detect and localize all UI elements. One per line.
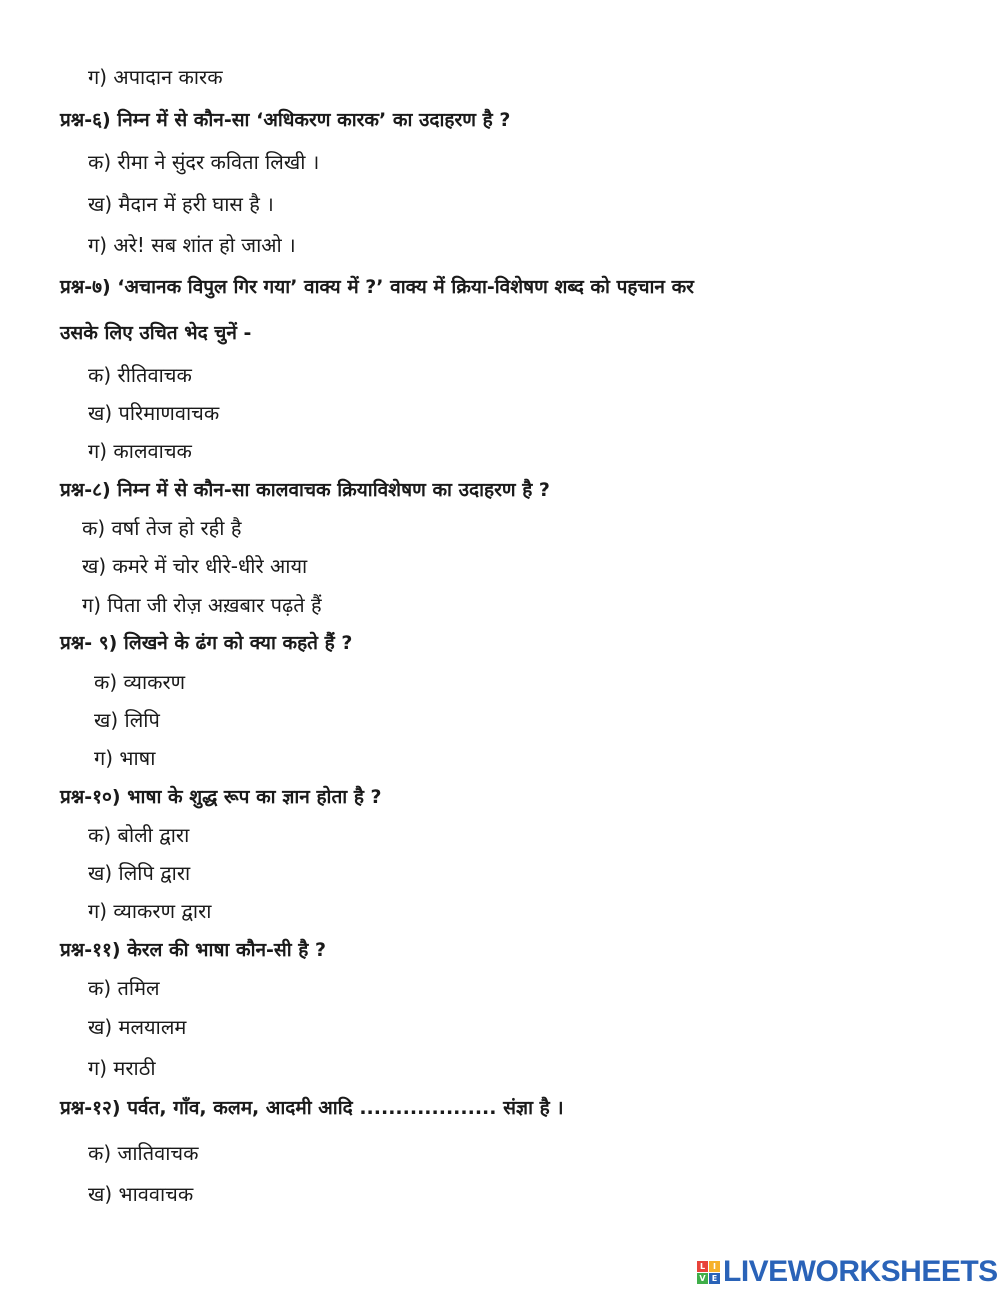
- liveworksheets-logo-text: LIVEWORKSHEETS: [723, 1255, 998, 1288]
- liveworksheets-logo: [697, 1255, 998, 1289]
- option-q12-a: क) जातिवाचक: [88, 1141, 199, 1165]
- question-7-line-1: प्रश्न-७) ‘अचानक विपुल गिर गया’ वाक्य में ?’ वाक्य में क्रिया-विशेषण शब्द को पहचान कर: [60, 276, 694, 298]
- question-10: प्रश्न-१०) भाषा के शुद्ध रूप का ज्ञान होता है ?: [60, 786, 382, 808]
- option-q9-b: ख) लिपि: [94, 708, 160, 732]
- logo-mark-letter: E: [709, 1273, 720, 1284]
- option-q8-b: ख) कमरे में चोर धीरे-धीरे आया: [82, 554, 308, 578]
- option-q11-b: ख) मलयालम: [88, 1015, 187, 1039]
- logo-mark-letter: L: [697, 1261, 708, 1272]
- option-q6-a: क) रीमा ने सुंदर कविता लिखी ।: [88, 150, 320, 174]
- question-12: प्रश्न-१२) पर्वत, गाँव, कलम, आदमी आदि ................... संज्ञा है ।: [60, 1097, 564, 1119]
- option-q11-a: क) तमिल: [88, 976, 160, 1000]
- option-q6-b: ख) मैदान में हरी घास है ।: [88, 192, 274, 216]
- option-q10-a: क) बोली द्वारा: [88, 823, 190, 847]
- question-7-line-2: उसके लिए उचित भेद चुनें -: [60, 322, 252, 344]
- option-q5-c: ग) अपादान कारक: [88, 65, 223, 89]
- option-q8-a: क) वर्षा तेज हो रही है: [82, 516, 242, 540]
- option-q8-c: ग) पिता जी रोज़ अख़बार पढ़ते हैं: [82, 593, 322, 617]
- option-q12-b: ख) भाववाचक: [88, 1182, 194, 1206]
- question-8: प्रश्न-८) निम्न में से कौन-सा कालवाचक क्रियाविशेषण का उदाहरण है ?: [60, 479, 550, 501]
- option-q7-a: क) रीतिवाचक: [88, 363, 192, 387]
- option-q9-a: क) व्याकरण: [94, 670, 186, 694]
- option-q9-c: ग) भाषा: [94, 746, 156, 770]
- option-q6-c: ग) अरे! सब शांत हो जाओ ।: [88, 233, 296, 257]
- liveworksheets-logo-icon: [697, 1261, 720, 1284]
- option-q7-b: ख) परिमाणवाचक: [88, 401, 220, 425]
- option-q10-b: ख) लिपि द्वारा: [88, 861, 191, 885]
- question-9: प्रश्न- ९) लिखने के ढंग को क्या कहते हैं ?: [60, 632, 353, 654]
- question-6: प्रश्न-६) निम्न में से कौन-सा ‘अधिकरण कारक’ का उदाहरण है ?: [60, 109, 511, 131]
- option-q7-c: ग) कालवाचक: [88, 439, 192, 463]
- logo-mark-letter: I: [709, 1261, 720, 1272]
- option-q10-c: ग) व्याकरण द्वारा: [88, 899, 212, 923]
- logo-mark-letter: V: [697, 1273, 708, 1284]
- question-11: प्रश्न-११) केरल की भाषा कौन-सी है ?: [60, 939, 327, 961]
- option-q11-c: ग) मराठी: [88, 1056, 156, 1080]
